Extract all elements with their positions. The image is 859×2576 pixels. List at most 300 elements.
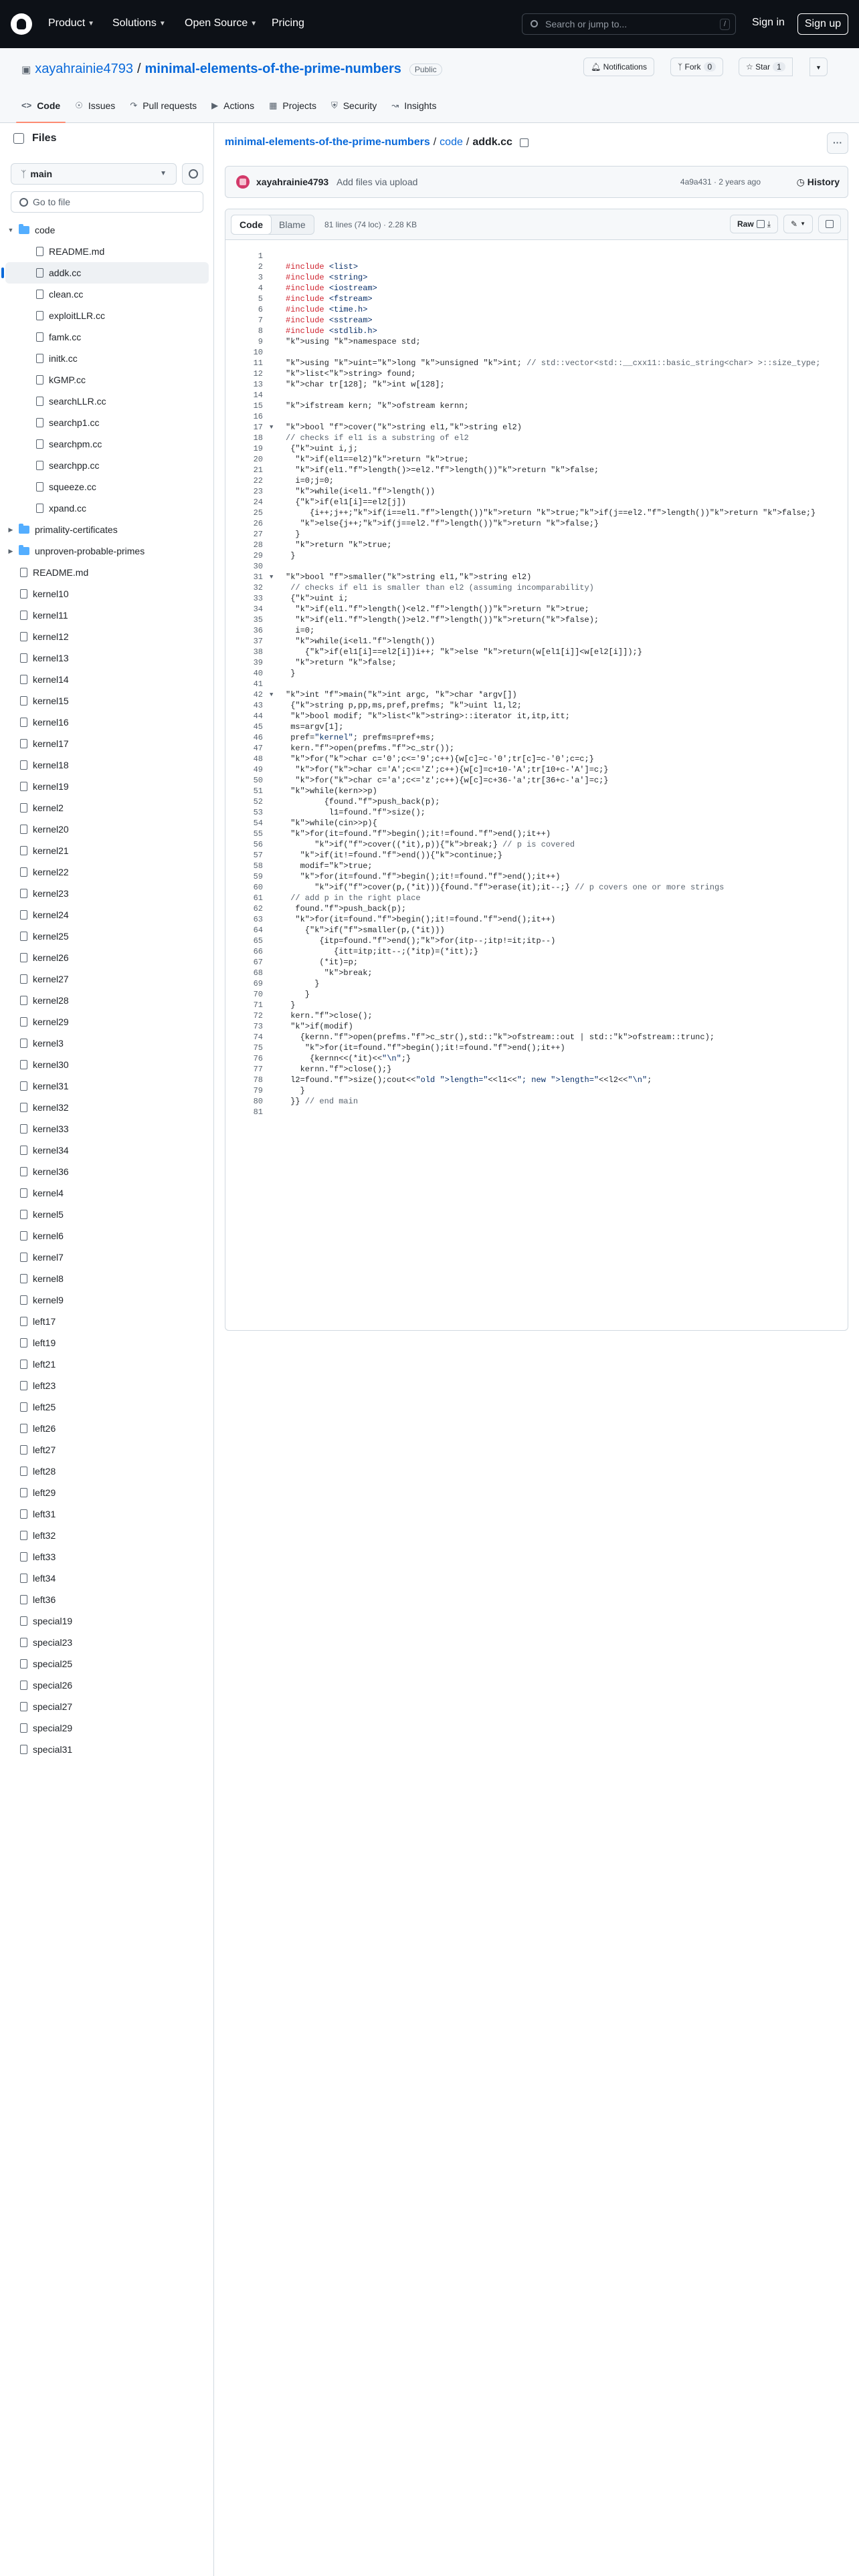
line-number[interactable]: 75 [253, 1043, 263, 1053]
file-icon [20, 1103, 27, 1112]
tree-item-label: left33 [33, 1551, 56, 1562]
line-number[interactable]: 45 [253, 722, 263, 732]
tree-folder[interactable] [5, 540, 209, 562]
tree-file[interactable] [5, 1675, 209, 1696]
tree-file[interactable] [5, 605, 209, 626]
tree-item-label: special26 [33, 1680, 73, 1691]
tab-code[interactable] [21, 94, 60, 123]
line-number[interactable]: 71 [253, 1000, 263, 1010]
code-line: } [286, 990, 310, 999]
line-number[interactable]: 67 [253, 958, 263, 967]
fold-chevron-icon[interactable]: ▼ [270, 424, 274, 431]
copy-path-icon[interactable] [520, 138, 529, 147]
tree-item-label: left29 [33, 1487, 56, 1498]
code-view-tab[interactable]: Code [231, 215, 272, 235]
file-icon [36, 482, 43, 492]
line-number[interactable]: 25 [253, 508, 263, 518]
file-icon [20, 1274, 27, 1283]
tree-file[interactable] [5, 412, 209, 433]
tree-item-label: kernel22 [33, 867, 69, 877]
tree-file[interactable] [5, 1717, 209, 1739]
line-number[interactable]: 46 [253, 733, 263, 742]
line-number[interactable]: 28 [253, 540, 263, 550]
line-number[interactable]: 23 [253, 487, 263, 496]
line-number[interactable]: 35 [253, 615, 263, 625]
file-icon [20, 1467, 27, 1476]
tree-file[interactable] [5, 947, 209, 968]
file-icon [20, 1017, 27, 1027]
file-icon [20, 996, 27, 1005]
commit-message-link[interactable]: Add files via upload [337, 177, 418, 187]
tab-label: Security [343, 100, 377, 111]
tree-file[interactable] [5, 840, 209, 861]
breadcrumb-repo-link[interactable]: minimal-elements-of-the-prime-numbers [225, 136, 430, 148]
line-number[interactable]: 57 [253, 851, 263, 860]
tree-file[interactable] [5, 1140, 209, 1161]
tree-file[interactable] [5, 1268, 209, 1289]
line-number[interactable]: 10 [253, 348, 263, 357]
code-line: pref="kernel"; prefms=pref+ms; [286, 733, 436, 742]
tab-label: Code [37, 100, 61, 111]
tab-actions[interactable] [211, 94, 254, 123]
line-number[interactable]: 65 [253, 936, 263, 946]
line-number[interactable]: 39 [253, 658, 263, 667]
line-number[interactable]: 16 [253, 412, 263, 421]
tab-label: Insights [404, 100, 437, 111]
fork-count: 0 [704, 62, 717, 72]
line-number[interactable]: 72 [253, 1011, 263, 1021]
tree-folder[interactable] [5, 219, 209, 241]
file-icon [20, 1659, 27, 1669]
tree-item-label: kernel12 [33, 631, 69, 642]
line-number[interactable]: 62 [253, 904, 263, 914]
code-line: ms=argv[1]; [286, 722, 344, 732]
line-number[interactable]: 29 [253, 551, 263, 560]
tree-item-label: kernel36 [33, 1166, 69, 1177]
tree-file[interactable] [5, 348, 209, 369]
fold-chevron-icon[interactable]: ▼ [270, 691, 274, 698]
tree-file[interactable] [5, 733, 209, 754]
tree-item-label: kernel14 [33, 674, 69, 685]
chevron-down-icon: ▼ [88, 19, 95, 27]
line-number[interactable]: 77 [253, 1065, 263, 1074]
line-number[interactable]: 54 [253, 819, 263, 828]
tree-file[interactable] [5, 1182, 209, 1204]
branch-select[interactable] [11, 163, 177, 185]
line-number[interactable]: 8 [258, 326, 263, 336]
code-line: "k">list<"k">string> found; [286, 369, 416, 379]
star-button[interactable] [739, 58, 793, 76]
line-number[interactable]: 17 [253, 423, 263, 432]
line-number[interactable]: 76 [253, 1054, 263, 1063]
code-icon: <> [21, 100, 32, 110]
file-icon [20, 1531, 27, 1540]
tab-issues[interactable] [75, 94, 115, 123]
code-line: } [286, 1086, 305, 1095]
line-number[interactable]: 60 [253, 883, 263, 892]
file-icon [36, 461, 43, 470]
issue-icon: ☉ [75, 100, 83, 110]
tree-file[interactable] [5, 1311, 209, 1332]
line-number[interactable]: 50 [253, 776, 263, 785]
line-number[interactable]: 20 [253, 455, 263, 464]
chevron-down-icon[interactable]: ▼ [7, 227, 14, 233]
fork-button[interactable] [670, 58, 723, 76]
tree-file[interactable] [5, 1546, 209, 1568]
tree-file[interactable] [5, 284, 209, 305]
copy-icon[interactable] [757, 220, 765, 228]
line-number[interactable]: 9 [258, 337, 263, 346]
tree-file[interactable] [5, 1739, 209, 1760]
file-icon [20, 803, 27, 813]
raw-label: Raw [737, 219, 754, 229]
code-line: {"k">uint i,j; [286, 444, 359, 453]
line-number[interactable]: 6 [258, 305, 263, 314]
tree-item-label: searchpp.cc [49, 460, 100, 471]
tree-file[interactable] [5, 1396, 209, 1418]
line-number[interactable]: 12 [253, 369, 263, 379]
sign-up-button[interactable]: Sign up [797, 13, 848, 35]
tree-file[interactable] [5, 1375, 209, 1396]
tree-file[interactable] [5, 391, 209, 412]
file-icon [20, 910, 27, 920]
nav-pricing[interactable] [272, 17, 304, 29]
tree-file[interactable] [5, 1696, 209, 1717]
line-number[interactable]: 61 [253, 893, 263, 903]
tree-item-label: kernel32 [33, 1102, 69, 1113]
tree-file[interactable] [5, 1354, 209, 1375]
tree-file[interactable] [5, 326, 209, 348]
star-label: Star [755, 62, 771, 72]
commit-author-link[interactable]: xayahrainie4793 [256, 177, 329, 187]
tree-item-label: kernel23 [33, 888, 69, 899]
tree-item-label: special27 [33, 1701, 73, 1712]
chevron-right-icon[interactable]: ▶ [8, 526, 13, 533]
file-icon [20, 782, 27, 791]
tree-file[interactable] [5, 1610, 209, 1632]
repo-title-separator: / [136, 62, 141, 76]
tree-item-label: primality-certificates [35, 524, 118, 535]
search-files-button[interactable] [182, 163, 203, 185]
nav-label: Solutions [112, 17, 157, 29]
tree-file[interactable] [5, 1161, 209, 1182]
code-line: "k">bool "f">cover("k">string el1,"k">string el2) [286, 423, 522, 432]
nav-product[interactable] [48, 17, 94, 29]
tree-file[interactable] [5, 498, 209, 519]
tree-file[interactable] [5, 305, 209, 326]
tree-file[interactable] [5, 476, 209, 498]
tree-file[interactable] [5, 1247, 209, 1268]
tree-file[interactable] [5, 1011, 209, 1033]
line-number[interactable]: 44 [253, 712, 263, 721]
line-number[interactable]: 31 [253, 572, 263, 582]
tree-item-label: left28 [33, 1466, 56, 1477]
file-icon [20, 1295, 27, 1305]
star-count: 1 [773, 62, 785, 72]
tree-file[interactable] [5, 1482, 209, 1503]
tree-file[interactable] [5, 776, 209, 797]
edit-button[interactable] [783, 215, 813, 233]
file-icon [20, 1595, 27, 1604]
tree-file[interactable] [5, 1653, 209, 1675]
file-icon [20, 1723, 27, 1733]
tree-file[interactable] [5, 1503, 209, 1525]
line-number[interactable]: 19 [253, 444, 263, 453]
tree-file[interactable] [5, 990, 209, 1011]
tree-file[interactable] [5, 690, 209, 712]
avatar[interactable] [236, 175, 250, 189]
line-number[interactable]: 2 [258, 262, 263, 272]
tree-file[interactable] [5, 626, 209, 647]
repo-header [0, 48, 859, 123]
tree-file[interactable] [5, 1204, 209, 1225]
file-icon [20, 589, 27, 599]
code-line: "k">if(modif) [290, 1022, 353, 1031]
tree-file[interactable] [5, 455, 209, 476]
sidebar-collapse-icon[interactable] [13, 133, 24, 144]
line-number[interactable]: 43 [253, 701, 263, 710]
line-number[interactable]: 63 [253, 915, 263, 924]
symbols-icon [826, 220, 834, 228]
tree-file[interactable] [5, 712, 209, 733]
tab-projects[interactable] [269, 94, 316, 123]
repo-name-link[interactable]: minimal-elements-of-the-prime-numbers [145, 62, 401, 76]
tree-file[interactable] [5, 819, 209, 840]
tree-file[interactable] [5, 583, 209, 605]
go-to-file-placeholder: Go to file [33, 197, 71, 207]
tree-file[interactable] [5, 1118, 209, 1140]
line-number[interactable]: 24 [253, 498, 263, 507]
line-number[interactable]: 48 [253, 754, 263, 764]
line-number[interactable]: 4 [258, 284, 263, 293]
line-number[interactable]: 78 [253, 1075, 263, 1085]
tree-file[interactable] [5, 1568, 209, 1589]
file-icon [20, 1509, 27, 1519]
line-number[interactable]: 18 [253, 433, 263, 443]
line-number[interactable]: 37 [253, 637, 263, 646]
tree-file[interactable] [5, 861, 209, 883]
tree-file[interactable] [5, 1097, 209, 1118]
tree-folder[interactable] [5, 519, 209, 540]
line-number[interactable]: 30 [253, 562, 263, 571]
tree-file[interactable] [5, 1225, 209, 1247]
line-number[interactable]: 58 [253, 861, 263, 871]
line-number[interactable]: 55 [253, 829, 263, 839]
file-icon [36, 375, 43, 385]
line-number[interactable]: 14 [253, 391, 263, 400]
line-number[interactable]: 51 [253, 786, 263, 796]
star-dropdown-button[interactable] [809, 58, 828, 76]
line-number[interactable]: 11 [253, 358, 263, 368]
line-number[interactable]: 33 [253, 594, 263, 603]
tree-file[interactable] [5, 1033, 209, 1054]
tree-item-label: kernel9 [33, 1295, 64, 1305]
line-number[interactable]: 42 [253, 690, 263, 700]
code-line: }} // end main [286, 1097, 359, 1106]
repo-owner-link[interactable]: xayahrainie4793 [35, 62, 133, 76]
code-line: "k">bool modif; "k">list<"k">string>::iterator it,itp,itt; [290, 712, 570, 721]
file-actions [730, 215, 841, 233]
tree-file[interactable] [5, 647, 209, 669]
code-line: "k">while(kern>>p) [290, 786, 377, 796]
tree-file[interactable] [5, 754, 209, 776]
line-number[interactable]: 56 [253, 840, 263, 849]
tree-item-label: kernel4 [33, 1188, 64, 1198]
tree-file[interactable] [5, 1289, 209, 1311]
tree-file[interactable] [5, 883, 209, 904]
chevron-down-icon: ▼ [800, 221, 805, 227]
tree-item-label: left36 [33, 1594, 56, 1605]
line-number[interactable]: 73 [253, 1022, 263, 1031]
line-number[interactable]: 79 [253, 1086, 263, 1095]
history-button[interactable] [797, 177, 840, 188]
tree-file[interactable] [5, 1418, 209, 1439]
file-icon [20, 1681, 27, 1690]
notifications-button[interactable] [583, 58, 654, 76]
tree-item-label: kernel30 [33, 1059, 69, 1070]
code-line: (*it)=p; [286, 958, 359, 967]
go-to-file-input[interactable] [11, 191, 203, 213]
tree-file[interactable] [5, 1439, 209, 1461]
code-line: {itt=itp;itt--;(*itp)=(*itt);} [286, 947, 479, 956]
tree-file[interactable] [5, 1525, 209, 1546]
tab-insights[interactable] [391, 94, 436, 123]
file-icon [20, 1039, 27, 1048]
folder-icon [19, 547, 29, 555]
file-icon [20, 1317, 27, 1326]
tree-file[interactable] [5, 433, 209, 455]
nav-open-source[interactable] [185, 17, 257, 29]
blame-view-tab[interactable]: Blame [279, 219, 306, 230]
tab-security[interactable] [331, 94, 377, 123]
tree-file[interactable] [5, 562, 209, 583]
commit-sha-time[interactable]: 4a9a431 · 2 years ago [680, 177, 761, 187]
code-line: "k">return "k">false; [295, 658, 397, 667]
line-number[interactable]: 27 [253, 530, 263, 539]
line-number[interactable]: 41 [253, 679, 263, 689]
fold-chevron-icon[interactable]: ▼ [270, 574, 274, 580]
line-number[interactable]: 64 [253, 926, 263, 935]
line-number[interactable]: 80 [253, 1097, 263, 1106]
search-input[interactable] [522, 13, 736, 35]
line-number[interactable]: 68 [253, 968, 263, 978]
download-icon[interactable]: ⤓ [767, 219, 771, 229]
tree-item-label: kernel19 [33, 781, 69, 792]
github-logo-icon[interactable] [11, 13, 32, 35]
line-number[interactable]: 38 [253, 647, 263, 657]
code-line: } [286, 979, 320, 988]
tree-file[interactable] [5, 1075, 209, 1097]
sign-in-link[interactable]: Sign in [752, 17, 785, 28]
line-number[interactable]: 15 [253, 401, 263, 411]
tree-file[interactable] [5, 904, 209, 926]
line-number[interactable]: 74 [253, 1033, 263, 1042]
tree-item-label: kernel8 [33, 1273, 64, 1284]
tree-file[interactable] [5, 1632, 209, 1653]
tree-file[interactable] [5, 1589, 209, 1610]
tree-item-label: kernel5 [33, 1209, 64, 1220]
line-number[interactable]: 7 [258, 316, 263, 325]
line-number[interactable]: 13 [253, 380, 263, 389]
line-number[interactable]: 22 [253, 476, 263, 486]
line-number[interactable]: 70 [253, 990, 263, 999]
tree-item-label: left17 [33, 1316, 56, 1327]
tree-item-label: xpand.cc [49, 503, 87, 514]
line-number[interactable]: 5 [258, 294, 263, 304]
tree-file[interactable] [5, 968, 209, 990]
line-number[interactable]: 47 [253, 744, 263, 753]
tree-file[interactable] [5, 241, 209, 262]
tree-file[interactable] [5, 669, 209, 690]
line-number[interactable]: 59 [253, 872, 263, 881]
file-icon [20, 974, 27, 984]
tree-item-label: code [35, 225, 56, 235]
chevron-right-icon[interactable]: ▶ [8, 547, 13, 554]
line-number[interactable]: 52 [253, 797, 263, 807]
more-options-button[interactable]: ··· [827, 132, 848, 154]
line-number[interactable]: 32 [253, 583, 263, 593]
code-line: "k">for(it=found."f">begin();it!=found."f">end();it++) [290, 829, 551, 839]
line-number[interactable]: 49 [253, 765, 263, 774]
code-line: "k">if(el1."f">length()>=el2."f">length())"k">return "k">false; [295, 465, 599, 475]
tree-file[interactable] [5, 797, 209, 819]
tree-item-label: special23 [33, 1637, 73, 1648]
code-line: kern."f">open(prefms."f">c_str()); [286, 744, 455, 753]
tree-item-label: unproven-probable-primes [35, 546, 145, 556]
tab-label: Actions [223, 100, 255, 111]
code-line: i=0;j=0; [286, 476, 335, 486]
tree-item-label: squeeze.cc [49, 481, 96, 492]
line-number[interactable]: 81 [253, 1107, 263, 1117]
shield-icon: ⛨ [330, 100, 338, 110]
symbols-panel-button[interactable] [818, 215, 841, 233]
file-icon [20, 1381, 27, 1390]
line-number[interactable]: 69 [253, 979, 263, 988]
breadcrumb-current-file: addk.cc [472, 136, 512, 148]
file-toolbar [225, 209, 848, 240]
code-line: "k">if("f">cover((*it),p)){"k">break;} // p is covered [314, 840, 575, 849]
tree-item-label: left31 [33, 1509, 56, 1519]
tree-file[interactable] [5, 369, 209, 391]
tree-item-label: left32 [33, 1530, 56, 1541]
breadcrumb-separator: / [466, 136, 470, 148]
line-number[interactable]: 36 [253, 626, 263, 635]
line-number[interactable]: 21 [253, 465, 263, 475]
line-number[interactable]: 40 [253, 669, 263, 678]
line-number[interactable]: 26 [253, 519, 263, 528]
tree-file[interactable] [5, 926, 209, 947]
line-number[interactable]: 66 [253, 947, 263, 956]
tree-file[interactable] [5, 1461, 209, 1482]
line-number[interactable]: 53 [253, 808, 263, 817]
tree-file[interactable] [5, 1332, 209, 1354]
line-number[interactable]: 3 [258, 273, 263, 282]
tree-file[interactable] [5, 1054, 209, 1075]
raw-button[interactable] [730, 215, 778, 233]
view-toggle [231, 215, 314, 235]
tab-pull-requests[interactable] [130, 94, 197, 123]
code-line: } [286, 1000, 296, 1010]
nav-solutions[interactable] [112, 17, 166, 29]
breadcrumb-folder-link[interactable]: code [440, 136, 463, 148]
line-number[interactable]: 34 [253, 605, 263, 614]
line-number[interactable]: 1 [258, 251, 263, 261]
code-line: } [286, 551, 296, 560]
code-line: {"k">if("f">smaller(p,(*it))) [286, 926, 445, 935]
tree-file[interactable] [5, 262, 209, 284]
file-icon [36, 439, 43, 449]
tree-item-label: special19 [33, 1616, 73, 1626]
